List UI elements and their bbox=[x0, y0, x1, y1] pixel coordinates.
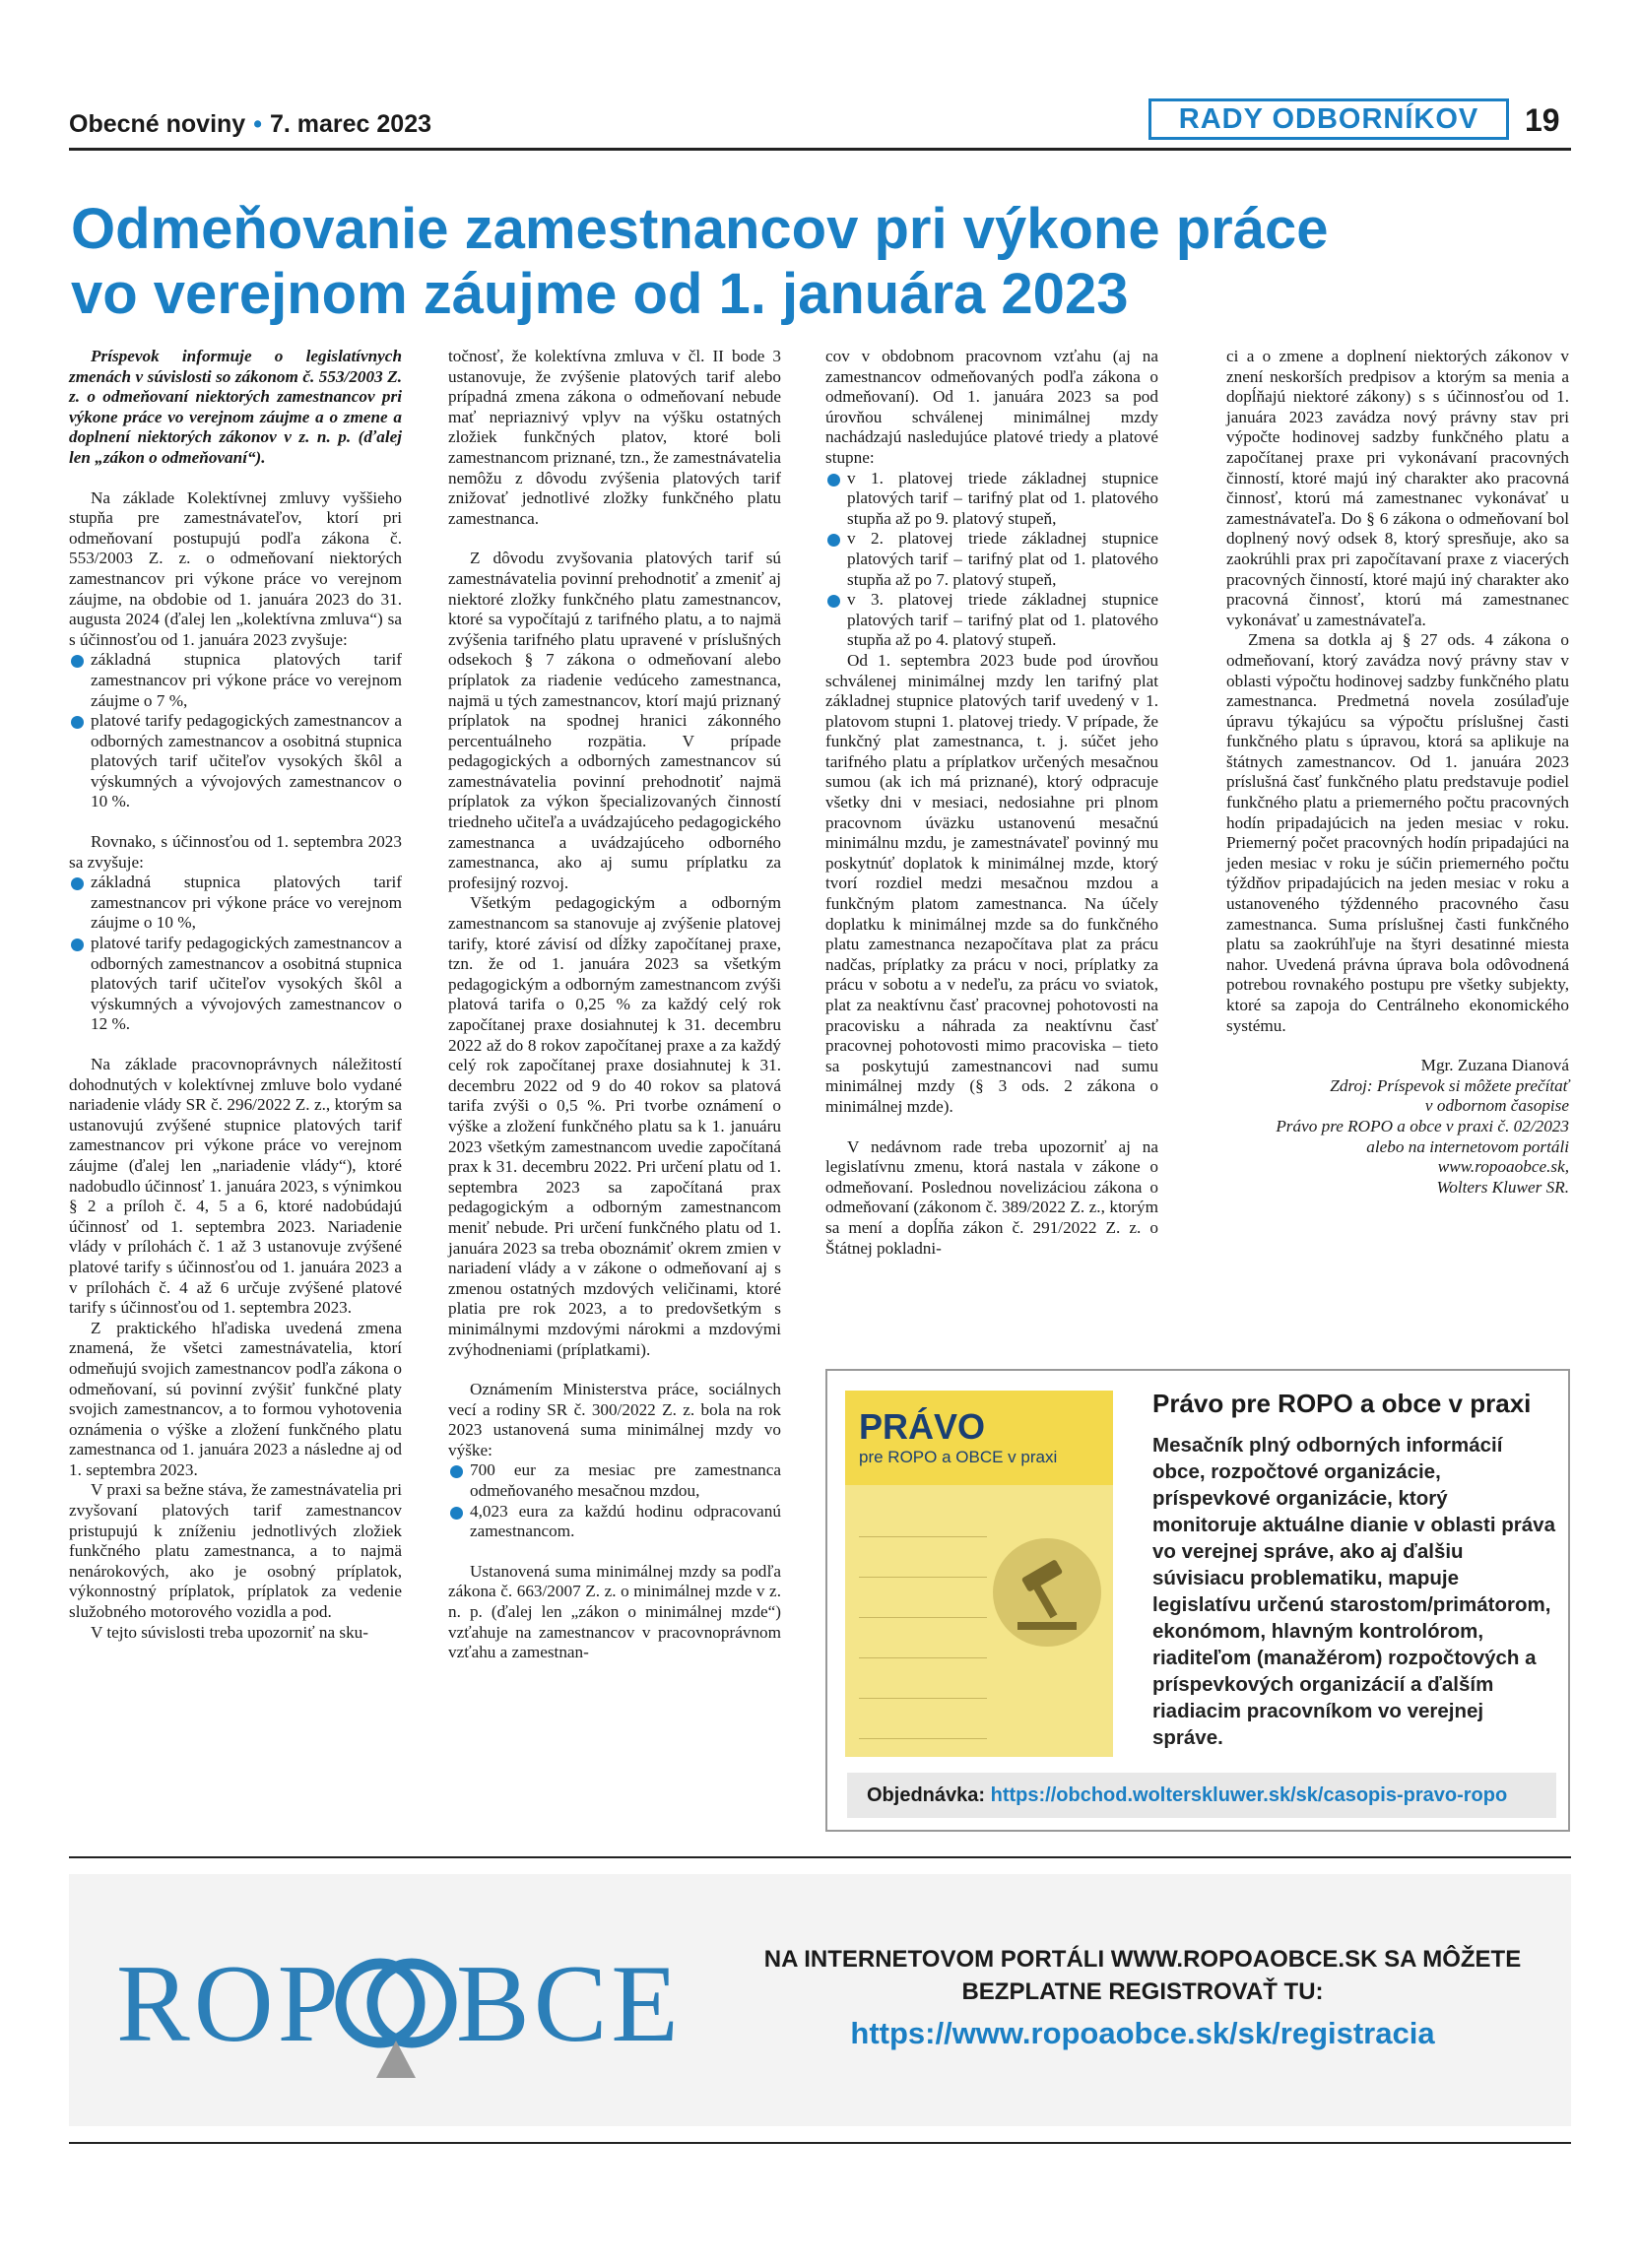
paragraph: cov v obdobnom pracovnom vzťahu (aj na zamestnancov odmeňovaných podľa zákona o odmeňovaní). Od 1. januára 2023 sa pod úrovňou schválenej minimálnej mzdy nachádzajú nasledujúce platové triedy a platové stupne: bbox=[825, 347, 1158, 467]
cover-line bbox=[859, 1578, 987, 1618]
source-line: Wolters Kluwer SR. bbox=[1436, 1177, 1569, 1197]
paragraph: Na základe pracovnoprávnych náležitostí dohodnutých v kolektívnej zmluve bolo vydané nariadenie vlády SR č. 296/2022 Z. z., ktorým sa ustanovujú zvýšené stupnice platových tarif zamestnancov pri výkone práce vo verejnom záujme (ďalej len „nariadenie vlády“), ktoré nadobudlo účinnosť 1. januára 2023, s výnimkou § 2 a príloh č. 4, 5 a 6, ktoré nadobúdajú účinnosť od 1. septembra 2023. Nariadenie vlády v prílohách č. 1 až 3 ustanovuje zvýšené platové tarify s účinnosťou od 1. januára 2023 a v prílohách č. 4 až 6 určuje zvýšené platové tarify s účinnosťou od 1. septembra 2023. bbox=[69, 1055, 402, 1318]
cover-title: PRÁVO bbox=[859, 1406, 986, 1447]
bullet-dot: • bbox=[253, 110, 262, 138]
column-3 bbox=[825, 347, 1158, 1259]
paragraph: Oznámením Ministerstva práce, sociálnych vecí a rodiny SR č. 300/2022 Z. z. bola na rok 2023 ustanovená suma minimálnej mzdy vo výške: bbox=[448, 1380, 781, 1459]
paragraph: Ustanovená suma minimálnej mzdy sa podľa zákona č. 663/2007 Z. z. o minimálnej mzde v z. n. p. (ďalej len „zákon o minimálnej mzde“) vzťahuje na zamestnancov v pracovnoprávnom vzťahu a zamestnan- bbox=[448, 1561, 781, 1662]
header-rule bbox=[69, 148, 1571, 151]
list-item: platové tarify pedagogických zamestnancov a odborných zamestnancov a osobitná stupnica platových tarif učiteľov vysokých škôl a výskumných a vývojových zamestnancov o 10 %. bbox=[69, 711, 402, 812]
bullet-list bbox=[69, 650, 402, 812]
paragraph: Zmena sa dotkla aj § 27 ods. 4 zákona o odmeňovaní, ktorý zavádza nový právny stav v oblasti výpočtu hodinovej sadzby funkčného platu zamestnanca. Predmetná novela zosúlaďuje úpravu týkajúcu sa výpočtu príslušnej časti funkčného platu s úpravou, ktorá sa aplikuje na štátnych zamestnancov. Od 1. januára 2023 príslušná časť funkčného platu predstavuje podiel funkčného platu a priemerného počtu pracovných hodín pripadajúcich na jeden mesiac v roku. Priemerný počet pracovných hodín pripadajúci na jeden mesiac v roku je súčin priemerného počtu týždňov pripadajúcich na jeden mesiac v roku a ustanoveného týždenného pracovného času zamestnanca. Suma príslušnej časti funkčného platu sa zaokrúhľuje na štyri desatinné miesta nahor. Uvedená právna úprava bola odôvodnená potrebou rovnakého postupu pre všetky subjekty, ktoré sa zapoja do Centrálneho ekonomického systému. bbox=[1226, 630, 1569, 1035]
publication-name: Obecné noviny bbox=[69, 110, 246, 138]
list-item: 700 eur za mesiac pre zamestnanca odmeňovaného mesačnou mzdou, bbox=[448, 1460, 781, 1501]
paragraph: Z praktického hľadiska uvedená zmena znamená, že všetci zamestnávatelia, ktorí odmeňujú svojich zamestnancov podľa zákona o odmeňovaní, sú povinní zvýšiť funkčné platy svojich zamestnancov, a to formou vyhotovenia oznámenia o výške a zložení funkčného platu zamestnanca od 1. januára 2023 a následne aj od 1. septembra 2023. bbox=[69, 1318, 402, 1479]
divider bbox=[69, 1856, 1571, 1858]
article-title bbox=[71, 197, 1548, 327]
registration-link[interactable]: https://www.ropoaobce.sk/sk/registracia bbox=[850, 2016, 1435, 2050]
ropoobce-logo bbox=[116, 1930, 683, 2078]
magazine-cover-image bbox=[845, 1391, 1113, 1757]
paragraph: točnosť, že kolektívna zmluva v čl. II bode 3 ustanovuje, že zvýšenie platových tarif alebo prípadná zmena zákona o odmeňovaní nebude mať nepriaznivý vplyv na výšku ostatných zložiek funkčných platov, ktoré boli zamestnancom priznané, tzn., že zamestnávatelia nemôžu z dôvodu zvýšenia platových tarif znižovať jednotlivé zložky funkčného platu zamestnanca. bbox=[448, 347, 781, 528]
paragraph: V nedávnom rade treba upozorniť aj na legislatívnu zmenu, ktorá nastala v zákone o odmeňovaní. Poslednou novelizáciou zákona o odmeňovaní (zákonom č. 389/2022 Z. z., ktorým sa mení a dopĺňa zákon č. 291/2022 Z. z. o Štátnej pokladni- bbox=[825, 1136, 1158, 1258]
column-2 bbox=[448, 347, 781, 1663]
cover-line bbox=[859, 1618, 987, 1658]
cover-line bbox=[859, 1497, 987, 1537]
list-item: 4,023 eura za každú hodinu odpracovanú zamestnancom. bbox=[448, 1502, 781, 1542]
paragraph: ci a o zmene a doplnení niektorých zákonov v znení neskorších predpisov a ktorým sa menia a dopĺňajú niektoré zákony) s s účinnosťou od 1. januára 2023 zavádza nový právny stav pri výpočte hodinovej sadzby funkčného platu a započítanej praxe pri vykonávaní pracovných činností, ktoré majú iný charakter ako pracovná činnosť, ktorú má zamestnanec vykonávať u zamestnávateľa. Do § 6 zákona o odmeňovaní bol doplnený nový odsek 8, ktorý spresňuje, ako sa zaokrúhli prax pri započítavaní praxe z viacerých pracovných činností, ktoré majú iný charakter ako pracovná činnosť, ktorú má zamestnanec vykonávať u zamestnávateľa. bbox=[1226, 347, 1569, 629]
list-item: v 3. platovej triede základnej stupnice platových tarif – tarifný plat od 1. platového stupňa až po 4. platový stupeň. bbox=[825, 590, 1158, 651]
source-line: Zdroj: Príspevok si môžete prečítať bbox=[1330, 1075, 1569, 1095]
list-item: základná stupnica platových tarif zamestnancov pri výkone práce vo verejnom záujme o 10 %, bbox=[69, 873, 402, 934]
paragraph: Od 1. septembra 2023 bude pod úrovňou schválenej minimálnej mzdy len tarifný plat základnej stupnice platových tarif uvedený v 1. platovom stupni 1. platovej triedy. V prípade, že funkčný plat zamestnanca, t. j. súčet jeho tarifného platu a príplatkov určených mesačnou sumou (ak ich má priznané), ktorý odpracuje všetky dni v mesiaci, nedosiahne pri plnom pracovnom úväzku ustanovenú mesačnú minimálnu mzdu, je zamestnávateľ povinný mu poskytnúť doplatok k minimálnej mzde, ktorý tvorí rozdiel medzi mesačnou mzdou a funkčným platom zamestnanca. Na účely doplatku k minimálnej mzde sa do funkčného platu zamestnanca nezapočítava plat za prácu nadčas, príplatky za prácu v noci, príplatky za prácu v sobotu a v nedeľu, za prácu vo sviatok, plat za neaktívnu časť pracovnej pohotovosti na pracovisku a náhrada za neaktívnu časť pracovnej pohotovosti mimo pracoviska – tieto sa poskytujú zamestnancovi nad sumu minimálnej mzdy (§ 3 ods. 2 zákona o minimálnej mzde). bbox=[825, 650, 1158, 1116]
gavel-icon bbox=[993, 1538, 1101, 1647]
order-bar bbox=[847, 1773, 1556, 1818]
page-number: 19 bbox=[1525, 102, 1560, 138]
paragraph: V praxi sa bežne stáva, že zamestnávatelia pri zvyšovaní platových tarif zamestnancov pristupujú k zníženiu jednotlivých zložiek funkčného platu zamestnanca, a to najmä nenárokových, ako je osobný príplatok, výkonnostný príplatok, príplatok za vedenie služobného motorového vozidla a pod. bbox=[69, 1480, 402, 1622]
banner-text bbox=[689, 1943, 1596, 2008]
svg-text:BCE: BCE bbox=[456, 1943, 683, 2065]
list-item: v 1. platovej triede základnej stupnice platových tarif – tarifný plat od 1. platového stupňa až po 9. platový stupeň, bbox=[825, 469, 1158, 530]
source-line: www.ropoaobce.sk, bbox=[1437, 1157, 1569, 1177]
paragraph: Na základe Kolektívnej zmluvy vyššieho stupňa pre zamestnávateľov, ktorí pri odmeňovaní postupujú podľa zákona č. 553/2003 Z. z. o odmeňovaní niektorých zamestnancov pri výkone práce vo verejnom záujme, na obdobie od 1. januára 2023 do 31. augusta 2024 (ďalej len „kolektívna zmluva“) sa s účinnosťou od 1. januára 2023 zvyšuje: bbox=[69, 487, 402, 649]
order-label: Objednávka: bbox=[867, 1784, 986, 1806]
source-line: Právo pre ROPO a obce v praxi č. 02/2023 bbox=[1276, 1116, 1569, 1135]
banner-line-2: BEZPLATNE REGISTROVAŤ TU: bbox=[961, 1978, 1324, 2005]
bottom-divider bbox=[69, 2142, 1571, 2144]
section-label: RADY ODBORNÍKOV bbox=[1148, 98, 1509, 140]
order-link[interactable]: https://obchod.wolterskluwer.sk/sk/casopis-pravo-ropo bbox=[990, 1784, 1508, 1806]
paragraph: Všetkým pedagogickým a odborným zamestnancom sa stanovuje aj zvýšenie platovej tarify, ktoré závisí od dĺžky započítanej praxe, tzn. že od 1. januára 2023 sa všetkým pedagogickým a odborným zamestnancom zvýši platová tarifa o 0,25 % za každý celý rok započítanej praxe dosiahnutej k 31. decembru 2022 až do 8 rokov započítanej praxe a za každý celý rok započítanej praxe dosiahnutej k 31. decembru 2022 od 9 do 40 rokov sa platová tarifa zvýši o 0,5 %. Pri tvorbe oznámení o výške a zložení funkčného platu sa k 1. januáru 2023 všetkým zamestnancom uvedie započítaná prax k 31. decembru 2022. Pri určení platu od 1. septembra 2023 sa započítaná prax pedagogickým a odborným zamestnancom meniť nebude. Pri určení funkčného platu od 1. januára 2023 sa treba oboznámiť okrem zmien v nariadení vlády a v zákone o odmeňovaní aj s zmenou ostatných mzdových veličinami, ktoré platia pre rok 2023, a to predovšetkým s minimálnymi mzdovými nárokmi a mzdovými zvýhodneniami (príplatkami). bbox=[448, 893, 781, 1359]
article-lead: Príspevok informuje o legislatívnych zmenách v súvislosti so zákonom č. 553/2003 Z. z. o odmeňovaní niektorých zamestnancov pri výkone práce vo verejnom záujme a o zmene a doplnení niektorých zákonov v z. n. p. (ďalej len „zákon o odmeňovaní“). bbox=[69, 347, 402, 467]
paragraph: Rovnako, s účinnosťou od 1. septembra 2023 sa zvyšuje: bbox=[69, 832, 402, 872]
publication-header bbox=[69, 110, 431, 139]
title-line-2: vo verejnom záujme od 1. januára 2023 bbox=[71, 262, 1129, 326]
promo-description: Mesačník plný odborných informácií obce, rozpočtové organizácie, príspevkové organizácie, ktorý monitoruje aktuálne dianie v oblasti práva vo verejnej správe, ako aj ďalšiu súvisiacu problematiku, mapuje legislatívu určenú starostom/primátorom, ekonómom, hlavným kontrolórom, riaditeľom (manažérom) rozpočtových a príspevkových organizácií a ďalším riadiacim pracovníkom vo verejnej správe. bbox=[1152, 1434, 1555, 1749]
title-line-1: Odmeňovanie zamestnancov pri výkone práce bbox=[71, 197, 1329, 261]
cover-line bbox=[859, 1658, 987, 1699]
cover-contents bbox=[859, 1497, 987, 1739]
svg-text:ROP: ROP bbox=[116, 1943, 343, 2065]
list-item: platové tarify pedagogických zamestnancov a odborných zamestnancov a osobitná stupnica platových tarif učiteľov vysokých škôl a výskumných a vývojových zamestnancov o 12 %. bbox=[69, 934, 402, 1035]
list-item: základná stupnica platových tarif zamestnancov pri výkone práce vo verejnom záujme o 7 %, bbox=[69, 650, 402, 711]
banner-line-1: NA INTERNETOVOM PORTÁLI WWW.ROPOAOBCE.SK SA MÔŽETE bbox=[763, 1946, 1522, 1973]
paragraph: Z dôvodu zvyšovania platových tarif sú zamestnávatelia povinní prehodnotiť a zmeniť aj niektoré zložky funkčného platu zamestnancov, ktoré sa vypočítajú z tarifného platu, a to najmä zvýšenia tarifného platu upravené v príslušných odsekoch § 7 zákona o odmeňovaní alebo príplatok za riadenie vedúceho zamestnanca, najmä u tých zamestnancov, ktorí majú priznaný príplatok na spodnej hranici zákonného percentuálneho rozpätia. V prípade pedagogických a odborných zamestnancov sú zamestnávatelia povinní prehodnotiť najmä príplatok za výkon špecializovaných činností triedneho učiteľa a uvádzajúceho pedagogického zamestnanca a uvádzajúceho odborného zamestnanca, ako aj sumu príplatku za profesijný rozvoj. bbox=[448, 549, 781, 892]
promo-heading: Právo pre ROPO a obce v praxi bbox=[1152, 1389, 1532, 1418]
cover-line bbox=[859, 1537, 987, 1578]
source-line: v odbornom časopise bbox=[1424, 1096, 1569, 1116]
source-line: alebo na internetovom portáli bbox=[1366, 1136, 1569, 1156]
paragraph: V tejto súvislosti treba upozorniť na sku- bbox=[91, 1622, 368, 1642]
bullet-list bbox=[825, 469, 1158, 651]
issue-date: 7. marec 2023 bbox=[269, 110, 432, 138]
column-4 bbox=[1226, 347, 1569, 1198]
list-item: v 2. platovej triede základnej stupnice platových tarif – tarifný plat od 1. platového stupňa až po 7. platový stupeň, bbox=[825, 529, 1158, 590]
column-1 bbox=[69, 347, 402, 1643]
cover-subtitle: pre ROPO a OBCE v praxi bbox=[859, 1448, 1058, 1466]
bullet-list bbox=[448, 1460, 781, 1541]
cover-line bbox=[859, 1699, 987, 1739]
author-name: Mgr. Zuzana Dianová bbox=[1420, 1056, 1569, 1075]
bullet-list bbox=[69, 873, 402, 1035]
